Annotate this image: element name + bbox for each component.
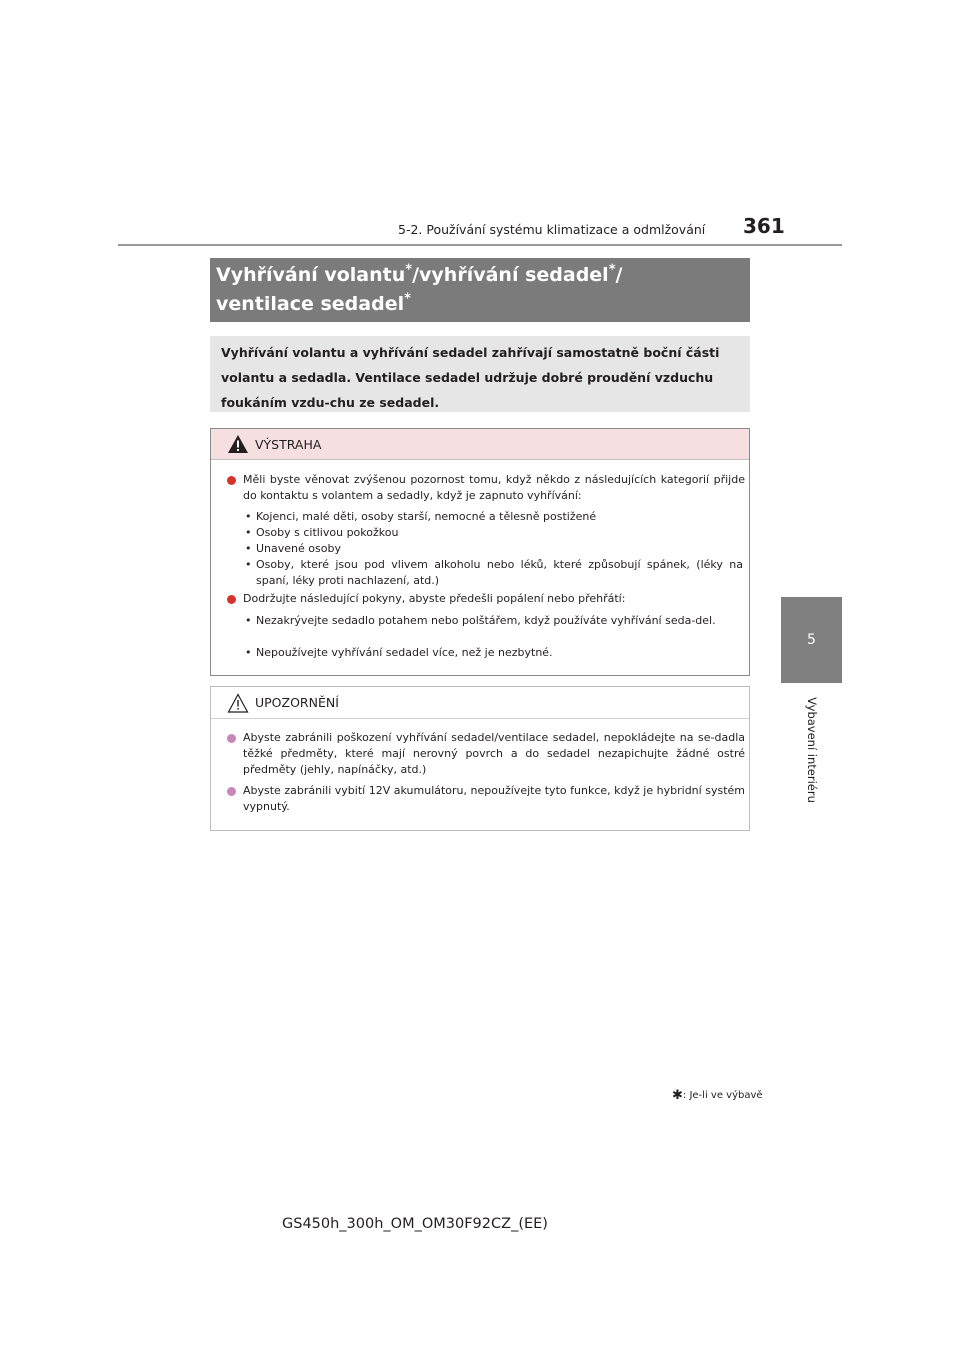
caution-bullet: [227, 730, 745, 778]
warning-sub-item: [243, 613, 743, 629]
sub-bullet-icon: •: [245, 558, 252, 571]
section-heading: 5-2. Používání systému klimatizace a odmlžování: [398, 222, 706, 237]
warning-header: [211, 429, 749, 460]
page-number: 361: [743, 214, 785, 238]
caution-box: [210, 686, 750, 831]
title-part-3: /: [615, 264, 623, 286]
warning-box: [210, 428, 750, 676]
warning-sub-item-text: Nepoužívejte vyhřívání sedadel více, než je nezbytné.: [256, 646, 553, 659]
warning-sub-item-text: Kojenci, malé děti, osoby starší, nemocné a tělesně postižené: [256, 510, 597, 523]
title-asterisk-2: *: [608, 262, 616, 278]
title-asterisk-1: *: [405, 262, 413, 278]
page-title: [210, 258, 750, 322]
title-part-1: Vyhřívání volantu: [216, 264, 406, 286]
warning-bullet: [227, 472, 745, 504]
warning-bullet-text: Dodržujte následující pokyny, abyste předešli popálení nebo přehřátí:: [243, 592, 626, 605]
asterisk-icon: ✱: [672, 1088, 683, 1103]
bullet-icon: [227, 787, 236, 796]
warning-sub-item: [243, 645, 743, 661]
sub-bullet-icon: •: [245, 542, 252, 555]
warning-sub-item: [243, 509, 743, 525]
chapter-label: Vybavení interiéru: [805, 697, 819, 803]
footnote-text: : Je-li ve výbavě: [682, 1090, 763, 1101]
caution-bullet-text: Abyste zabránili poškození vyhřívání sedadel/ventilace sedadel, nepokládejte na se-dadla těžké předměty, které mají nerovný povrch a do sedadel nezapichujte žádné ostré předměty (jehly, napínáčky, atd.): [243, 731, 745, 776]
warning-bullet-text: Měli byste věnovat zvýšenou pozornost tomu, když někdo z následujících kategorií přijde do kontaktu s volantem a sedadly, když je zapnuto vyhřívání:: [243, 473, 745, 502]
model-code: GS450h_300h_OM_OM30F92CZ_(EE): [282, 1216, 548, 1232]
title-part-4: ventilace sedadel: [216, 293, 405, 315]
title-part-2: /vyhřívání sedadel: [412, 264, 609, 286]
bullet-icon: [227, 595, 236, 604]
warning-sub-item-text: Nezakrývejte sedadlo potahem nebo polštářem, když používáte vyhřívání seda-del.: [256, 614, 716, 627]
caution-bullet-text: Abyste zabránili vybití 12V akumulátoru, nepoužívejte tyto funkce, když je hybridní systém vypnutý.: [243, 784, 745, 813]
warning-sub-item: [243, 525, 743, 541]
header-divider: [118, 244, 842, 246]
caution-label: UPOZORNĚNÍ: [255, 695, 339, 710]
sub-bullet-icon: •: [245, 510, 252, 523]
warning-label: VÝSTRAHA: [255, 436, 322, 452]
bullet-icon: [227, 476, 236, 485]
warning-sub-item-text: Unavené osoby: [256, 542, 341, 555]
title-asterisk-3: *: [404, 291, 411, 307]
warning-sub-item: [243, 557, 743, 589]
warning-sub-item: [243, 541, 743, 557]
footnote: [672, 1088, 763, 1103]
sub-bullet-icon: •: [245, 526, 252, 539]
warning-sub-item-text: Osoby s citlivou pokožkou: [256, 526, 399, 539]
sub-bullet-icon: •: [245, 646, 252, 659]
bullet-icon: [227, 734, 236, 743]
chapter-number: 5: [807, 632, 816, 648]
caution-header: [211, 687, 749, 719]
intro-summary: Vyhřívání volantu a vyhřívání sedadel zahřívají samostatně boční části volantu a sedadla. Ventilace sedadel udržuje dobré proudění vzduchu foukáním vzdu-chu ze sedadel.: [210, 336, 750, 412]
warning-sub-item-text: Osoby, které jsou pod vlivem alkoholu nebo léků, které způsobují spánek, (léky na spaní, léky proti nachlazení, atd.): [256, 558, 743, 587]
warning-bullet: [227, 591, 745, 607]
caution-bullet: [227, 783, 745, 815]
warning-triangle-icon: [227, 434, 249, 454]
sub-bullet-icon: •: [245, 614, 252, 627]
caution-triangle-icon: [227, 693, 249, 713]
